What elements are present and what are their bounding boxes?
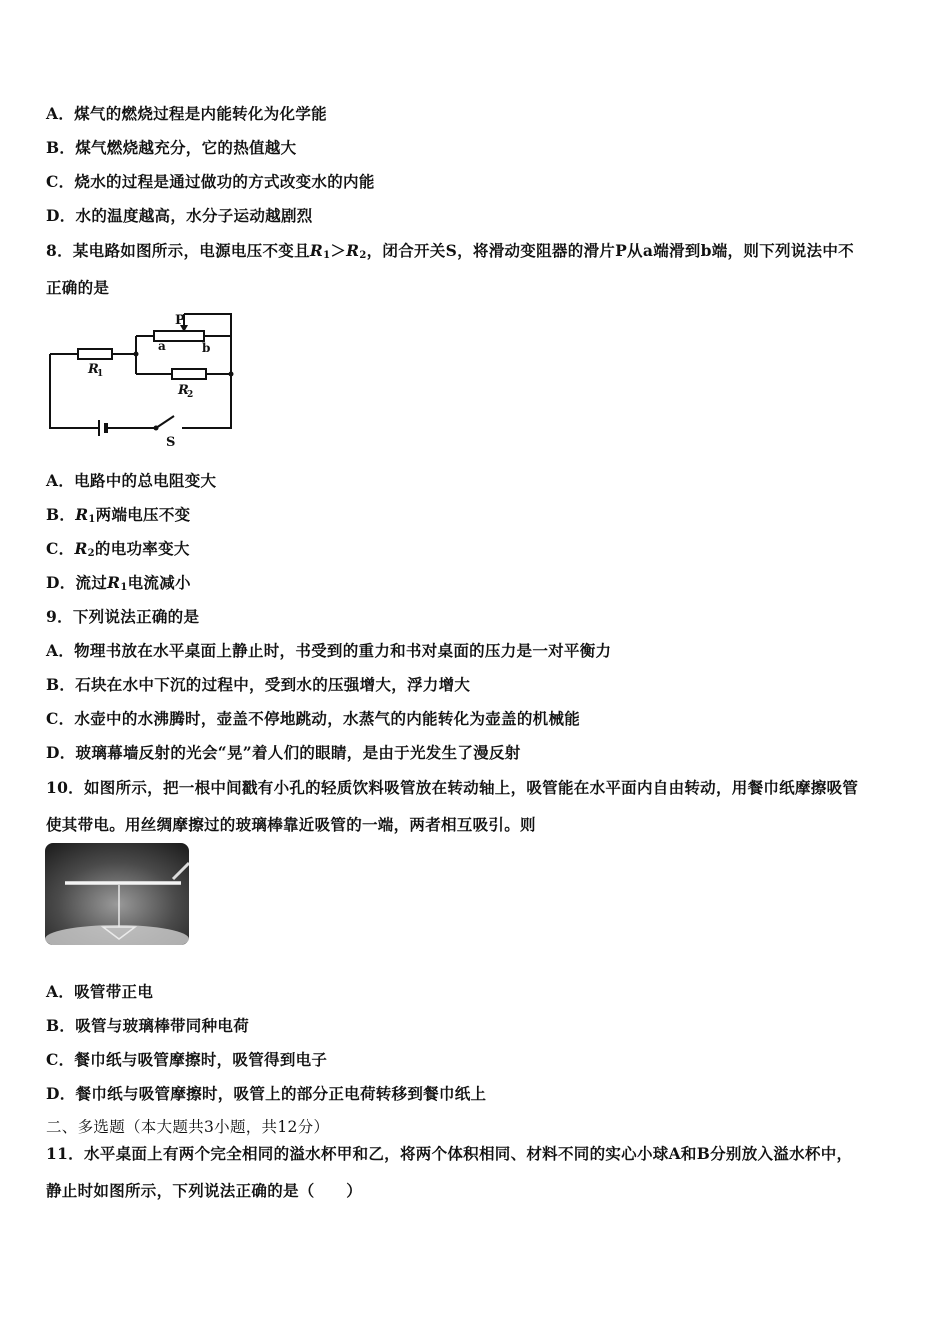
q8-option-a: A．电路中的总电阻变大 [46, 471, 217, 490]
q11-stem-line1: 11．水平桌面上有两个完全相同的溢水杯甲和乙，将两个体积相同、材料不同的实心小球A和B分别放入溢水杯中， [46, 1144, 853, 1163]
q8-option-d-sub: 1 [120, 582, 128, 593]
q9-option-b: B．石块在水中下沉的过程中，受到水的压强增大，浮力增大 [46, 675, 471, 694]
q8-stem-line2: 正确的是 [46, 278, 110, 297]
q8-option-d-suffix: 电流减小 [127, 573, 191, 592]
q8-option-b-sub: 1 [88, 514, 96, 525]
junction-dot-right [229, 372, 234, 377]
switch-pivot [154, 426, 159, 431]
label-b: b [202, 341, 211, 355]
q8-option-d-r: R [107, 573, 121, 592]
q8-option-d [46, 571, 191, 593]
q8-option-b [46, 503, 190, 525]
straw-photo [45, 843, 189, 945]
q10-option-d: D．餐巾纸与吸管摩擦时，吸管上的部分正电荷转移到餐巾纸上 [46, 1084, 487, 1103]
q8-sub1: 1 [323, 250, 331, 261]
q8-r-symbol-2: R [346, 241, 360, 260]
q8-r-symbol: R [309, 241, 324, 260]
q7-option-c: C．烧水的过程是通过做功的方式改变水的内能 [46, 172, 375, 191]
q10-option-c: C．餐巾纸与吸管摩擦时，吸管得到电子 [46, 1050, 328, 1069]
q11-stem-line2: 静止时如图所示，下列说法正确的是（ ） [46, 1181, 363, 1200]
circuit-diagram [44, 310, 244, 450]
label-s: S [166, 435, 176, 450]
label-a: a [158, 339, 166, 353]
q7-option-a: A．煤气的燃烧过程是内能转化为化学能 [46, 104, 327, 123]
q9-option-c: C．水壶中的水沸腾时，壶盖不停地跳动，水蒸气的内能转化为壶盖的机械能 [46, 709, 581, 728]
label-r2-sub: 2 [187, 390, 194, 400]
q10-stem-line2: 使其带电。用丝绸摩擦过的玻璃棒靠近吸管的一端，两者相互吸引。则 [46, 815, 536, 834]
q8-option-c-r: R [74, 539, 88, 558]
q8-option-c-suffix: 的电功率变大 [94, 539, 190, 558]
q8-sub2: 2 [359, 250, 367, 261]
q7-option-d: D．水的温度越高，水分子运动越剧烈 [46, 206, 313, 225]
q9-stem: 9．下列说法正确的是 [46, 607, 200, 626]
label-p: P [175, 313, 185, 328]
q8-option-b-r: R [75, 505, 89, 524]
q8-option-c-sub: 2 [87, 548, 95, 559]
r1-resistor [78, 349, 112, 359]
r2-resistor [172, 369, 206, 379]
q10-option-b: B．吸管与玻璃棒带同种电荷 [46, 1016, 250, 1035]
q9-option-d: D．玻璃幕墙反射的光会“晃”着人们的眼睛，是由于光发生了漫反射 [46, 743, 521, 762]
q8-stem-part2: ，闭合开关S，将滑动变阻器的滑片P从a端滑到b端，则下列说法中不 [366, 241, 854, 260]
q8-stem-part1: 8．某电路如图所示，电源电压不变且 [46, 241, 310, 260]
q8-option-d-prefix: D．流过 [46, 573, 108, 592]
q8-option-b-prefix: B． [46, 505, 76, 524]
label-r1: R [88, 362, 99, 377]
junction-dot [134, 352, 139, 357]
q10-stem-line1: 10．如图所示，把一根中间戳有小孔的轻质饮料吸管放在转动轴上，吸管能在水平面内自由转动，用餐巾纸摩擦吸管 [46, 778, 859, 797]
q8-option-c [46, 537, 190, 559]
q9-option-a: A．物理书放在水平桌面上静止时，书受到的重力和书对桌面的压力是一对平衡力 [46, 641, 612, 660]
switch-blade [156, 416, 174, 428]
label-r1-sub: 1 [97, 369, 104, 379]
q8-option-b-suffix: 两端电压不变 [95, 505, 191, 524]
q8-option-c-prefix: C． [46, 539, 75, 558]
q10-option-a: A．吸管带正电 [46, 982, 154, 1001]
q7-option-b: B．煤气燃烧越充分，它的热值越大 [46, 138, 297, 157]
q8-gt: ＞ [330, 241, 347, 260]
section2-heading: 二、多选题（本大题共3小题，共12分） [46, 1118, 330, 1136]
label-r2: R [178, 383, 189, 398]
q8-stem-line1 [46, 239, 854, 261]
